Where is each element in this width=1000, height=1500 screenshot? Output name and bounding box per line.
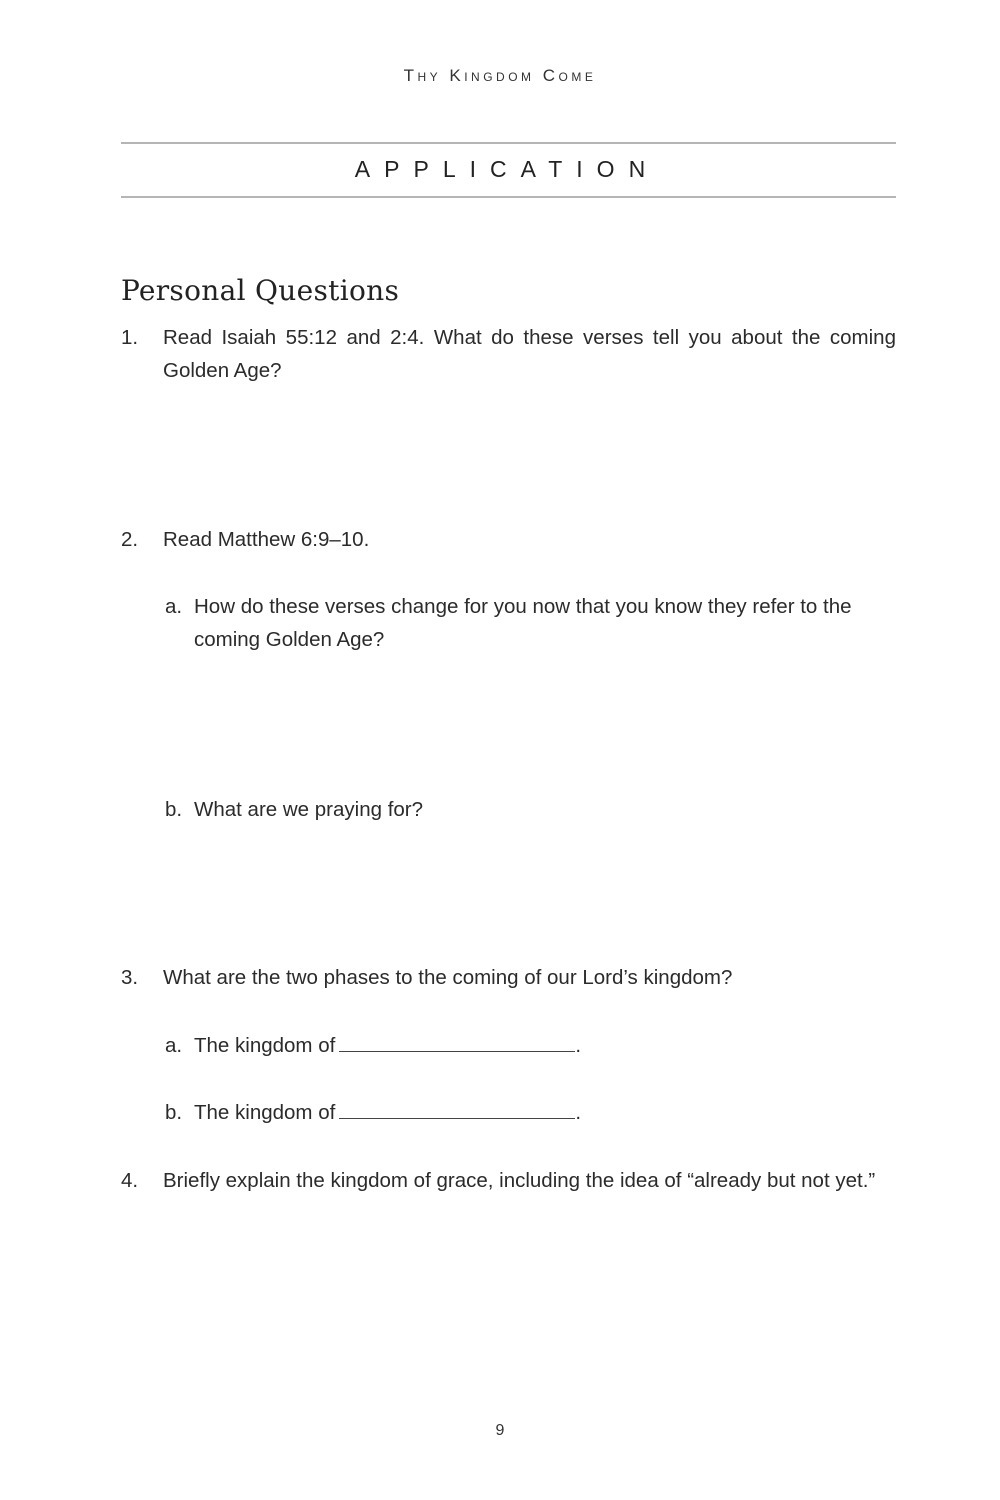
fill-in-blank-item — [194, 1029, 896, 1062]
answer-blank-line[interactable] — [339, 1117, 575, 1119]
answer-blank-line[interactable] — [339, 1050, 575, 1052]
fill-in-end: . — [575, 1034, 582, 1057]
fill-in-prompt: The kingdom of — [194, 1101, 336, 1124]
fill-in-prompt: The kingdom of — [194, 1034, 336, 1057]
question-text: Read Matthew 6:9–10. — [163, 528, 370, 551]
question-number: 4. — [121, 1169, 139, 1192]
bottom-rule — [121, 196, 896, 198]
sub-question-label: a. — [165, 595, 183, 618]
running-head: Thy Kingdom Come — [403, 66, 597, 85]
page-number: 9 — [495, 1422, 505, 1439]
section-heading: Personal Questions — [121, 274, 400, 307]
question-text: Briefly explain the kingdom of grace, including the idea of “already but not yet.” — [163, 1169, 876, 1192]
sub-question-label: b. — [165, 798, 183, 821]
sub-question-text: What are we praying for? — [194, 798, 424, 821]
section-title: APPLICATION — [354, 156, 660, 182]
sub-question-label: b. — [165, 1101, 183, 1124]
sub-question-text: How do these verses change for you now that you know they refer to the coming Golden Age? — [194, 595, 852, 651]
question-number: 2. — [121, 528, 139, 551]
question-number: 1. — [121, 326, 139, 349]
question-number: 3. — [121, 966, 139, 989]
question-text: What are the two phases to the coming of our Lord’s kingdom? — [163, 966, 733, 989]
fill-in-blank-item — [194, 1096, 896, 1129]
top-rule — [121, 142, 896, 144]
sub-question-label: a. — [165, 1034, 183, 1057]
fill-in-end: . — [575, 1101, 582, 1124]
question-text: Read Isaiah 55:12 and 2:4. What do these verses tell you about the coming Golden Age? — [163, 326, 896, 382]
